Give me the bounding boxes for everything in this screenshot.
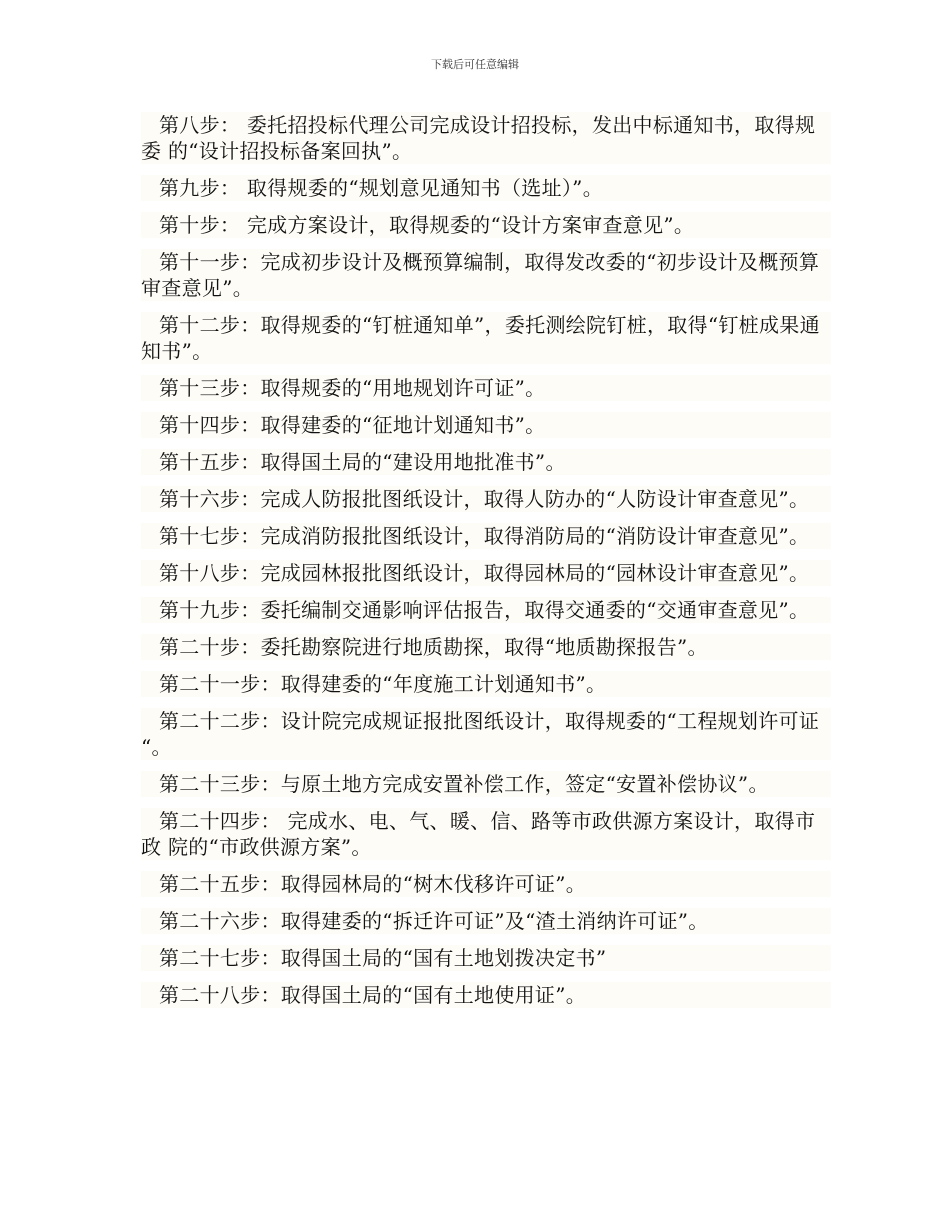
step-19: 第十九步：委托编制交通影响评估报告，取得交通委的“交通审查意见”。 xyxy=(141,597,831,623)
step-21: 第二十一步：取得建委的“年度施工计划通知书”。 xyxy=(141,671,831,697)
step-28: 第二十八步：取得国土局的“国有土地使用证”。 xyxy=(141,982,831,1008)
step-27: 第二十七步：取得国土局的“国有土地划拨决定书” xyxy=(141,945,831,971)
step-18: 第十八步：完成园林报批图纸设计，取得园林局的“园林设计审查意见”。 xyxy=(141,560,831,586)
step-10: 第十步： 完成方案设计，取得规委的“设计方案审查意见”。 xyxy=(141,212,831,238)
step-25: 第二十五步：取得园林局的“树木伐移许可证”。 xyxy=(141,871,831,897)
step-9: 第九步： 取得规委的“规划意见通知书（选址）”。 xyxy=(141,175,831,201)
step-14: 第十四步：取得建委的“征地计划通知书”。 xyxy=(141,412,831,438)
page-header-note: 下载后可任意编辑 xyxy=(431,58,519,71)
step-15: 第十五步：取得国土局的“建设用地批准书”。 xyxy=(141,449,831,475)
step-8: 第八步： 委托招投标代理公司完成设计招投标，发出中标通知书，取得规委 的“设计招投标备案回执”。 xyxy=(141,112,831,164)
step-23: 第二十三步：与原土地方完成安置补偿工作，签定“安置补偿协议”。 xyxy=(141,771,831,797)
step-13: 第十三步：取得规委的“用地规划许可证”。 xyxy=(141,375,831,401)
step-12: 第十二步：取得规委的“钉桩通知单”，委托测绘院钉桩，取得“钉桩成果通知书”。 xyxy=(141,312,831,364)
step-16: 第十六步：完成人防报批图纸设计，取得人防办的“人防设计审查意见”。 xyxy=(141,486,831,512)
step-24: 第二十四步： 完成水、电、气、暖、信、路等市政供源方案设计，取得市政 院的“市政供源方案”。 xyxy=(141,808,831,860)
step-17: 第十七步：完成消防报批图纸设计，取得消防局的“消防设计审查意见”。 xyxy=(141,523,831,549)
step-26: 第二十六步：取得建委的“拆迁许可证”及“渣土消纳许可证”。 xyxy=(141,908,831,934)
step-22: 第二十二步：设计院完成规证报批图纸设计，取得规委的“工程规划许可证 “。 xyxy=(141,708,831,760)
step-11: 第十一步：完成初步设计及概预算编制，取得发改委的“初步设计及概预算审查意见”。 xyxy=(141,249,831,301)
document-body xyxy=(141,112,831,1019)
step-20: 第二十步：委托勘察院进行地质勘探，取得“地质勘探报告”。 xyxy=(141,634,831,660)
